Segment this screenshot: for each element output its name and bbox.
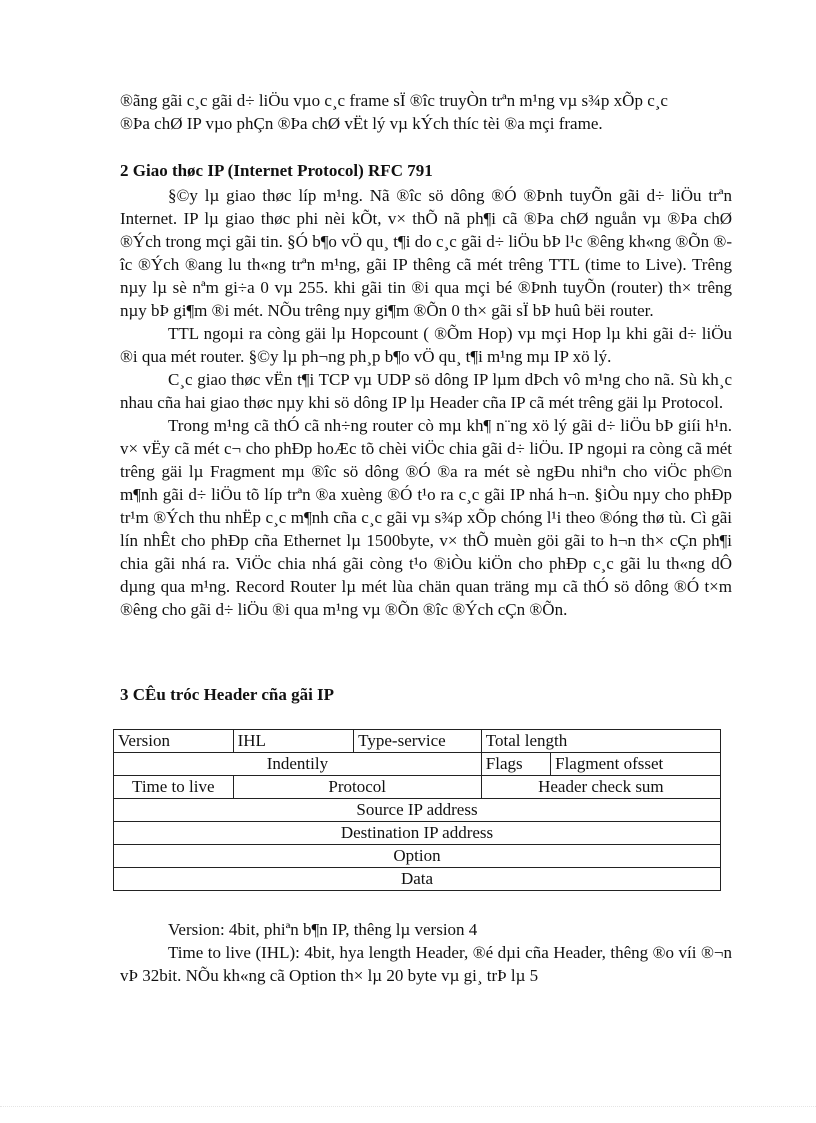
table-cell-protocol: Protocol [233, 776, 481, 799]
table-cell-source-ip: Source IP address [114, 799, 721, 822]
table-cell-flags: Flags [481, 753, 550, 776]
table-cell-identity: Indentily [114, 753, 482, 776]
section-2-heading: 2 Giao thøc IP (Internet Protocol) RFC 791 [120, 161, 433, 180]
table-cell-total-length: Total length [481, 730, 720, 753]
table-row [114, 845, 721, 868]
section-3-body [120, 918, 732, 987]
section-3-heading: 3 CÊu tróc Header cña gãi IP [120, 685, 335, 704]
table-cell-option: Option [114, 845, 721, 868]
table-cell-header-checksum: Header check sum [481, 776, 720, 799]
table-row [114, 753, 721, 776]
table-cell-fragment-offset: Flagment ofsset [551, 753, 721, 776]
table-cell-type-service: Type-service [354, 730, 482, 753]
table-cell-ihl: IHL [233, 730, 354, 753]
section-2-paragraph-1: §©y lµ giao thøc líp m¹ng. Nã ®îc sö dông ®Ó ®Þnh tuyÕn gãi d÷ liÖu trªn Internet. IP lµ giao thøc phi nèi kÕt, v× thÕ nã ph¶i cã ®Þa chØ nguån vµ ®Þa chØ ®Ých trong mçi gãi tin. §Ó b¶o vÖ qu¸ t¶i do c¸c gãi d÷ liÖu bÞ l¹c ®êng kh«ng ®Õn ®îc ®Ých ®ang lu th«ng trªn m¹ng, gãi IP thêng cã mét trêng TTL (time to Live). Trêng nµy lµ sè nªm gi÷a 0 vµ 255. khi gãi tin ®i qua mçi bé ®Þnh tuyÕn (router) th× trêng nµy bÞ gi¶m ®i mét. NÕu trêng nµy gi¶m ®Õn 0 th× gãi sÏ bÞ huû bëi router. [120, 186, 732, 320]
section-3-paragraph-1: Version: 4bit, phiªn b¶n IP, thêng lµ version 4 [168, 920, 478, 939]
intro-paragraph [120, 89, 732, 135]
table-row [114, 868, 721, 891]
section-2-paragraph-4: Trong m¹ng cã thÓ cã nh÷ng router cò mµ kh¶ n¨ng xö lý gãi d÷ liÖu bÞ giíi h¹n. v× vËy cã mét c¬ cho phÐp hoÆc tõ chèi viÖc chia gãi d÷ liÖu. IP ngoµi ra còng cã mét trêng gäi lµ Fragment mµ ®îc sö dông ®Ó ®a ra mét sè ngÐu nhiªn cho viÖc ph©n m¶nh gãi d÷ liÖu tõ líp trªn ®a xuèng ®Ó t¹o ra c¸c gãi IP nhá h¬n. §iÒu nµy cho phÐp tr¹m ®Ých thu nhËp c¸c m¶nh cña c¸c gãi vµ s¾p xÕp chóng l¹i theo ®óng thø tù. Cì gãi lín nhÊt cho phÐp cña Ethernet lµ 1500byte, v× thÕ muèn göi gãi to h¬n th× cÇn ph¶i chia gãi nhá ra. ViÖc chia nhá gãi còng t¹o ®iÒu kiÖn cho phÐp c¸c gãi lu th«ng dÔ dµng qua m¹ng. Record Router lµ mét lùa chän quan träng mµ cã thÓ sö dông ®Ó t×m ®êng cho gãi d÷ liÖu ®i qua m¹ng vµ ®Õn ®îc ®Ých cÇn ®Õn. [120, 416, 732, 619]
table-cell-destination-ip: Destination IP address [114, 822, 721, 845]
section-2-body [120, 184, 732, 621]
table-row [114, 822, 721, 845]
ip-header-table [113, 729, 721, 891]
table-cell-version: Version [114, 730, 234, 753]
page-bottom-divider [0, 1106, 816, 1107]
section-2-paragraph-3: C¸c giao thøc vËn t¶i TCP vµ UDP sö dông IP lµm dÞch vô m¹ng cho nã. Sù kh¸c nhau cña hai giao thøc nµy khi sö dông IP lµ Header cña IP cã mét trêng gäi lµ Protocol. [120, 370, 732, 412]
table-cell-time-to-live: Time to live [114, 776, 234, 799]
table-row [114, 776, 721, 799]
table-row [114, 730, 721, 753]
section-2-paragraph-2: TTL ngoµi ra còng gäi lµ Hopcount ( ®Õm Hop) vµ mçi Hop lµ khi gãi d÷ liÖu ®i qua mét router. §©y lµ ph¬ng ph¸p b¶o vÖ qu¸ t¶i m¹ng mµ IP xö lý. [120, 324, 732, 366]
intro-line-2: ®Þa chØ IP vµo phÇn ®Þa chØ vËt lý vµ kÝch thíc tèi ®a mçi frame. [120, 114, 603, 133]
table-cell-data: Data [114, 868, 721, 891]
section-3-paragraph-2: Time to live (IHL): 4bit, hya length Header, ®é dµi cña Header, thêng ®o víi ®¬n vÞ 32bit. NÕu kh«ng cã Option th× lµ 20 byte vµ gi¸ trÞ lµ 5 [120, 943, 732, 985]
table-row [114, 799, 721, 822]
intro-line-1: ®ãng gãi c¸c gãi d÷ liÖu vµo c¸c frame sÏ ®îc truyÒn trªn m¹ng vµ s¾p xÕp c¸c [120, 91, 668, 110]
